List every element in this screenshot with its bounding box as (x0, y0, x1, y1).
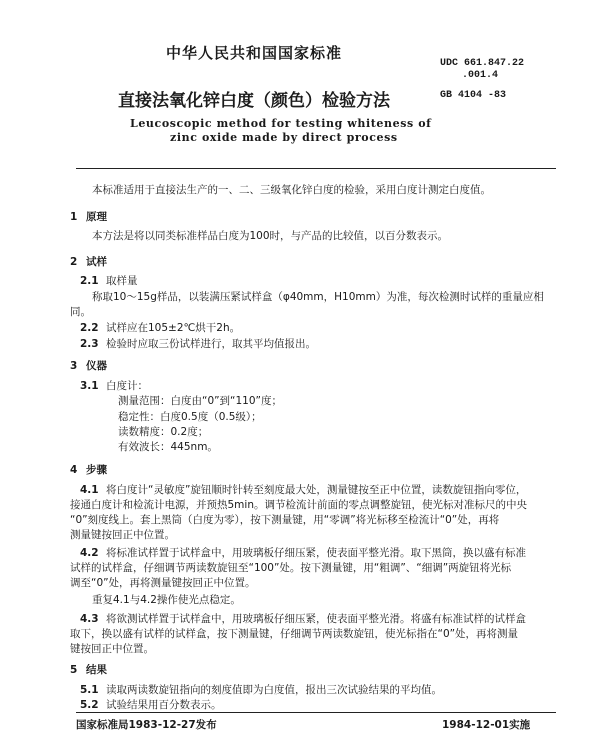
item-5-2-text: 试验结果用百分数表示。 (106, 699, 222, 711)
item-4-3-line2: 取下，换以盛有试样的试样盒，按下测量键，仔细调节两读数旋钮，使光标指在“0”处，再将测量 (70, 628, 519, 640)
item-2-1-number: 2.1 (80, 275, 99, 287)
item-2-1-title: 取样量 (106, 275, 138, 287)
item-4-1-line2: 接通白度计和检流计电源，并预热5min。调节检流计前面的零点调整旋钮，使光标对准标尺的中央 (70, 499, 527, 511)
header-divider (76, 168, 556, 169)
section-3-title: 仪器 (86, 360, 107, 372)
udc-code-line1: UDC 661.847.22 (440, 58, 525, 69)
footer-divider (76, 712, 556, 713)
gb-code: GB 4104 -83 (440, 90, 507, 101)
section-4-number: 4 (70, 464, 78, 476)
effective-date: 1984-12-01实施 (442, 719, 531, 731)
spec-effective-wavelength: 有效波长：445nm。 (118, 441, 218, 453)
item-3-1-number: 3.1 (80, 380, 99, 392)
section-1-text: 本方法是将以同类标准样品白度为100时，与产品的比较值，以百分数表示。 (92, 230, 449, 242)
item-4-2-line1: 将标准试样置于试样盒中，用玻璃板仔细压紧，使表面平整光滑。取下黑筒，换以盛有标准 (106, 547, 526, 559)
document-title-en-line1: Leucoscopic method for testing whiteness of (130, 117, 432, 130)
item-4-1-line4: 测量键按回正中位置。 (70, 529, 175, 541)
item-5-1-number: 5.1 (80, 684, 99, 696)
item-2-3-number: 2.3 (80, 338, 99, 350)
item-4-1-number: 4.1 (80, 484, 99, 496)
document-title-en-line2: zinc oxide made by direct process (170, 131, 398, 144)
item-2-1-text-line2: 同。 (70, 306, 91, 318)
section-5-number: 5 (70, 664, 78, 676)
item-4-2-number: 4.2 (80, 547, 99, 559)
spec-reading-precision: 读数精度：0.2度； (118, 426, 209, 438)
item-5-1-text: 读取两读数旋钮指向的刻度值即为白度值，报出三次试验结果的平均值。 (106, 684, 442, 696)
section-5-title: 结果 (86, 664, 107, 676)
item-4-2-line3: 调至“0”处，再将测量键按回正中位置。 (70, 577, 256, 589)
item-2-3-text: 检验时应取三份试样进行，取其平均值报出。 (106, 338, 316, 350)
repeat-note: 重复4.1与4.2操作使光点稳定。 (92, 594, 241, 606)
item-2-1-text-line1: 称取10～15g样品，以装满压紧试样盒（φ40mm，H10mm）为准，每次检测时试样的重量应相 (92, 291, 544, 303)
item-4-1-line3: “0”刻度线上。套上黑筒（白度为零），按下测量键，用“零调”将光标移至检流计“0”处，再将 (70, 514, 500, 526)
item-2-2-number: 2.2 (80, 322, 99, 334)
intro-paragraph: 本标准适用于直接法生产的一、二、三级氧化锌白度的检验，采用白度计测定白度值。 (92, 184, 491, 196)
item-5-2-number: 5.2 (80, 699, 99, 711)
section-2-title: 试样 (86, 256, 107, 268)
issue-date: 国家标准局1983-12-27发布 (76, 719, 217, 731)
document-title-cn: 直接法氧化锌白度（颜色）检验方法 (118, 91, 390, 111)
section-4-title: 步骤 (86, 464, 107, 476)
item-4-3-line1: 将欲测试样置于试样盒中，用玻璃板仔细压紧，使表面平整光滑。将盛有标准试样的试样盒 (106, 613, 526, 625)
item-4-2-line2: 试样的试样盒，仔细调节两读数旋钮至“100”处。按下测量键，用“粗调”、“细调”两旋钮将光标 (70, 562, 512, 574)
item-4-1-line1: 将白度计“灵敏度”旋钮顺时针转至刻度最大处，测量键按至正中位置，读数旋钮指向零位， (106, 484, 527, 496)
spec-measure-range: 测量范围：白度由“0”到“110”度； (118, 395, 282, 407)
section-2-number: 2 (70, 256, 78, 268)
spec-stability: 稳定性：白度0.5度（0.5级）； (118, 411, 262, 423)
section-3-number: 3 (70, 360, 78, 372)
udc-code-line2: .001.4 (462, 70, 499, 81)
item-4-3-number: 4.3 (80, 613, 99, 625)
item-2-2-text: 试样应在105±2℃烘干2h。 (106, 322, 241, 334)
section-1-number: 1 (70, 211, 78, 223)
section-1-title: 原理 (86, 211, 107, 223)
item-4-3-line3: 键按回正中位置。 (70, 643, 154, 655)
national-standard-heading: 中华人民共和国国家标准 (166, 44, 343, 62)
item-3-1-title: 白度计： (106, 380, 148, 392)
